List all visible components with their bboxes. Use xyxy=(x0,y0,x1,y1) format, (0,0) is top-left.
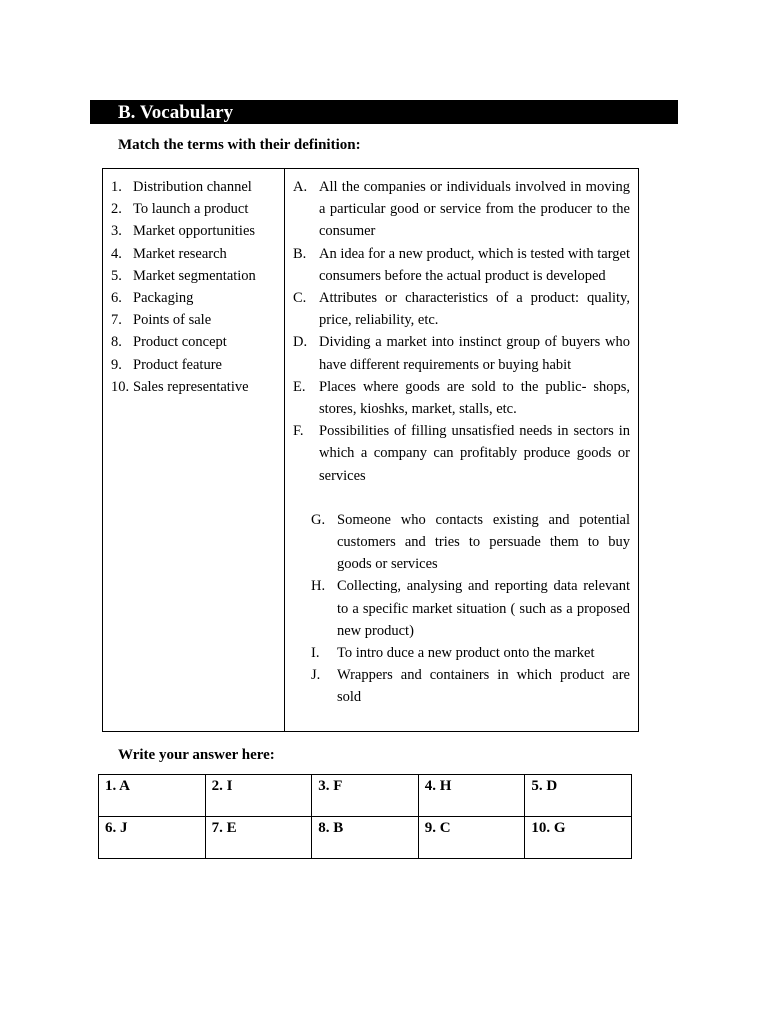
definition-letter: H. xyxy=(311,578,326,595)
term-number: 7. xyxy=(111,312,122,329)
definition-text: Places where goods are sold to the public- shops, stores, kioshks, market, stalls, etc. xyxy=(319,378,630,418)
definition-text: All the companies or individuals involved in moving a particular good or service from the producer to the consumer xyxy=(319,179,630,240)
term-text: Market opportunities xyxy=(133,223,256,240)
term-text: Market segmentation xyxy=(133,267,256,284)
definition-text: To intro duce a new product onto the market xyxy=(337,645,595,662)
term-number: 8. xyxy=(111,334,122,351)
answer-cell: 6. J xyxy=(99,817,206,859)
definition-item xyxy=(293,243,630,287)
definition-text: An idea for a new product, which is tested with target consumers before the actual product is developed xyxy=(319,245,630,284)
instruction-text: Match the terms with their definition: xyxy=(118,137,361,153)
term-number: 4. xyxy=(111,245,122,262)
definition-text: Someone who contacts existing and potential customers and tries to persuade them to buy goods or services xyxy=(337,511,630,573)
definition-item xyxy=(293,287,630,331)
definition-text: Collecting, analysing and reporting data relevant to a specific market situation ( such as a proposed new product) xyxy=(337,578,630,639)
term-item xyxy=(111,309,280,331)
answer-cell: 2. I xyxy=(205,775,312,817)
term-text: Product feature xyxy=(133,356,222,373)
answer-row xyxy=(99,817,632,859)
answer-cell: 8. B xyxy=(312,817,419,859)
answer-cell: 7. E xyxy=(205,817,312,859)
definition-letter: F. xyxy=(293,423,304,440)
section-heading: B. Vocabulary xyxy=(90,100,678,124)
term-number: 3. xyxy=(111,223,122,240)
answer-cell: 4. H xyxy=(418,775,525,817)
definition-text: Dividing a market into instinct group of buyers who have different requirements or buying habit xyxy=(319,334,630,373)
definition-letter: C. xyxy=(293,290,307,307)
term-text: To launch a product xyxy=(133,201,249,218)
answer-table xyxy=(98,774,632,859)
definition-item xyxy=(293,376,630,420)
term-item xyxy=(111,354,280,376)
definition-item xyxy=(293,575,630,642)
definition-text: Wrappers and containers in which product are sold xyxy=(337,667,630,706)
definition-text: Possibilities of filling unsatisfied needs in sectors in which a company can profitably produce goods or services xyxy=(319,423,630,484)
definition-item xyxy=(293,664,630,708)
term-text: Product concept xyxy=(133,334,227,351)
term-text: Packaging xyxy=(133,290,194,307)
definition-letter: D. xyxy=(293,334,308,351)
answer-cell: 3. F xyxy=(312,775,419,817)
answer-label: Write your answer here: xyxy=(118,747,275,763)
definition-item xyxy=(293,420,630,487)
term-item xyxy=(111,220,280,242)
definition-letter: E. xyxy=(293,378,306,395)
answer-cell: 1. A xyxy=(99,775,206,817)
matching-table xyxy=(102,168,639,732)
answer-cell: 9. C xyxy=(418,817,525,859)
term-item xyxy=(111,331,280,353)
answer-cell: 5. D xyxy=(525,775,632,817)
definitions-column xyxy=(285,169,638,731)
definition-item xyxy=(293,642,630,664)
term-item xyxy=(111,287,280,309)
blank-line xyxy=(293,487,630,509)
definition-letter: B. xyxy=(293,245,307,262)
term-item xyxy=(111,265,280,287)
definition-text: Attributes or characteristics of a product: quality, price, reliability, etc. xyxy=(319,290,630,329)
definition-letter: G. xyxy=(311,511,326,528)
term-text: Market research xyxy=(133,245,227,262)
definition-item xyxy=(293,176,630,243)
terms-column xyxy=(103,169,285,731)
definition-letter: I. xyxy=(311,645,320,662)
term-number: 9. xyxy=(111,356,122,373)
definition-letter: A. xyxy=(293,179,308,195)
term-item xyxy=(111,376,280,398)
term-text: Distribution channel xyxy=(133,179,252,195)
term-number: 5. xyxy=(111,267,122,284)
term-number: 2. xyxy=(111,201,122,218)
term-number: 6. xyxy=(111,290,122,307)
term-item xyxy=(111,198,280,220)
answer-row xyxy=(99,775,632,817)
term-item xyxy=(111,176,280,198)
term-text: Sales representative xyxy=(133,378,249,395)
definition-item xyxy=(293,509,630,576)
definition-item xyxy=(293,331,630,375)
answer-cell: 10. G xyxy=(525,817,632,859)
term-item xyxy=(111,243,280,265)
term-number: 10. xyxy=(111,378,130,395)
term-text: Points of sale xyxy=(133,312,212,329)
definition-letter: J. xyxy=(311,667,321,684)
term-number: 1. xyxy=(111,179,122,195)
